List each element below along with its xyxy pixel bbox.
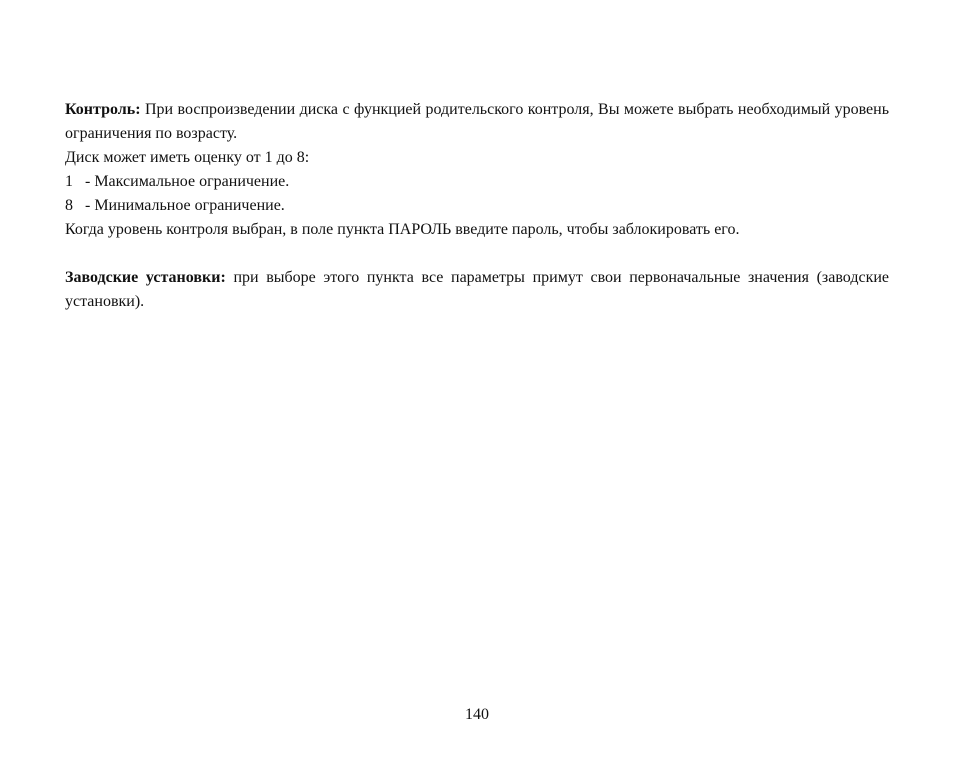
rating-level-item: [65, 170, 889, 194]
rating-level-number: 8: [65, 197, 73, 214]
factory-settings-description: при выборе этого пункта все параметры примут свои первоначальные значения (заводские установки).: [65, 269, 890, 310]
control-description: При воспроизведении диска с функцией родительского контроля, Вы можете выбрать необходимый уровень ограничения по возрасту.: [65, 101, 889, 142]
password-instruction-line: Когда уровень контроля выбран, в поле пункта ПАРОЛЬ введите пароль, чтобы заблокировать его.: [65, 221, 740, 238]
rating-level-number: 1: [65, 173, 73, 190]
paragraph-spacer: [65, 242, 889, 266]
factory-settings-paragraph: [65, 266, 889, 314]
rating-level-text: - Минимальное ограничение.: [85, 197, 285, 214]
factory-settings-term: Заводские установки:: [65, 269, 226, 286]
document-body: [65, 98, 889, 314]
control-term: Контроль:: [65, 101, 141, 118]
rating-range-line: Диск может иметь оценку от 1 до 8:: [65, 149, 310, 166]
rating-level-item: [65, 194, 889, 218]
page-number: 140: [465, 706, 489, 723]
control-paragraph: [65, 98, 889, 146]
rating-level-text: - Максимальное ограничение.: [85, 173, 290, 190]
